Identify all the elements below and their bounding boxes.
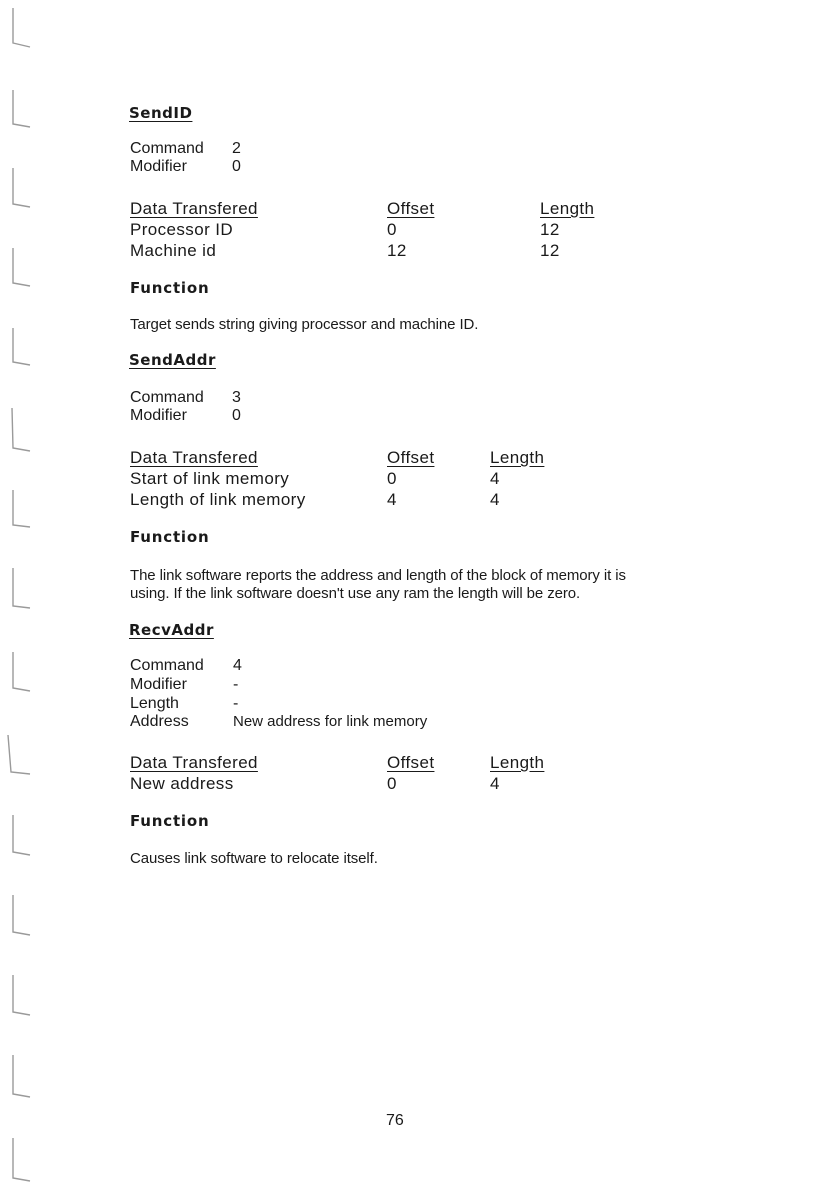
param-name: Command	[130, 657, 204, 674]
table-cell-offset: 0	[387, 220, 397, 239]
function-description: Causes link software to relocate itself.	[130, 850, 378, 867]
param-name: Command	[130, 140, 204, 157]
function-description-line: using. If the link software doesn't use any ram the length will be zero.	[130, 585, 581, 602]
function-description: Target sends string giving processor and machine ID.	[130, 316, 479, 333]
param-value: 0	[232, 158, 241, 175]
table-cell-length: 12	[540, 220, 560, 239]
table-cell-offset: 12	[387, 241, 407, 260]
table-header-data-transfered: Data Transfered	[130, 753, 258, 772]
param-value: -	[233, 676, 239, 693]
table-cell-length: 12	[540, 241, 560, 260]
param-name: Command	[130, 389, 204, 406]
table-cell-item: Length of link memory	[130, 490, 306, 509]
table-header-length: Length	[490, 753, 545, 772]
page-number: 76	[386, 1112, 404, 1129]
table-cell-length: 4	[490, 469, 500, 488]
table-header-data-transfered: Data Transfered	[130, 199, 258, 218]
table-cell-offset: 0	[387, 469, 397, 488]
param-name: Modifier	[130, 407, 187, 424]
table-header-length: Length	[490, 448, 545, 467]
table-header-offset: Offset	[387, 448, 435, 467]
param-value: 0	[232, 407, 241, 424]
table-header-offset: Offset	[387, 753, 435, 772]
section-title-recvaddr: RecvAddr	[129, 621, 214, 639]
table-header-length: Length	[540, 199, 595, 218]
function-description-line: The link software reports the address and length of the block of memory it is	[130, 567, 626, 584]
param-value: 4	[233, 657, 242, 674]
table-cell-item: Machine id	[130, 241, 217, 260]
param-name: Address	[130, 713, 189, 730]
table-header-data-transfered: Data Transfered	[130, 448, 258, 467]
param-value: -	[233, 695, 239, 712]
param-value: 2	[232, 140, 241, 157]
param-name: Length	[130, 695, 179, 712]
section-title-sendaddr: SendAddr	[129, 351, 216, 369]
section-title-sendid: SendID	[129, 104, 193, 122]
table-cell-offset: 4	[387, 490, 397, 509]
table-cell-length: 4	[490, 774, 500, 793]
table-cell-item: Processor ID	[130, 220, 234, 239]
function-heading: Function	[130, 812, 210, 830]
function-heading: Function	[130, 528, 210, 546]
function-heading: Function	[130, 279, 210, 297]
param-value: New address for link memory	[233, 713, 428, 730]
binder-margin-marks	[0, 0, 40, 1190]
table-cell-item: Start of link memory	[130, 469, 290, 488]
table-cell-length: 4	[490, 490, 500, 509]
param-name: Modifier	[130, 676, 187, 693]
table-cell-item: New address	[130, 774, 234, 793]
table-header-offset: Offset	[387, 199, 435, 218]
table-cell-offset: 0	[387, 774, 397, 793]
param-name: Modifier	[130, 158, 187, 175]
param-value: 3	[232, 389, 241, 406]
